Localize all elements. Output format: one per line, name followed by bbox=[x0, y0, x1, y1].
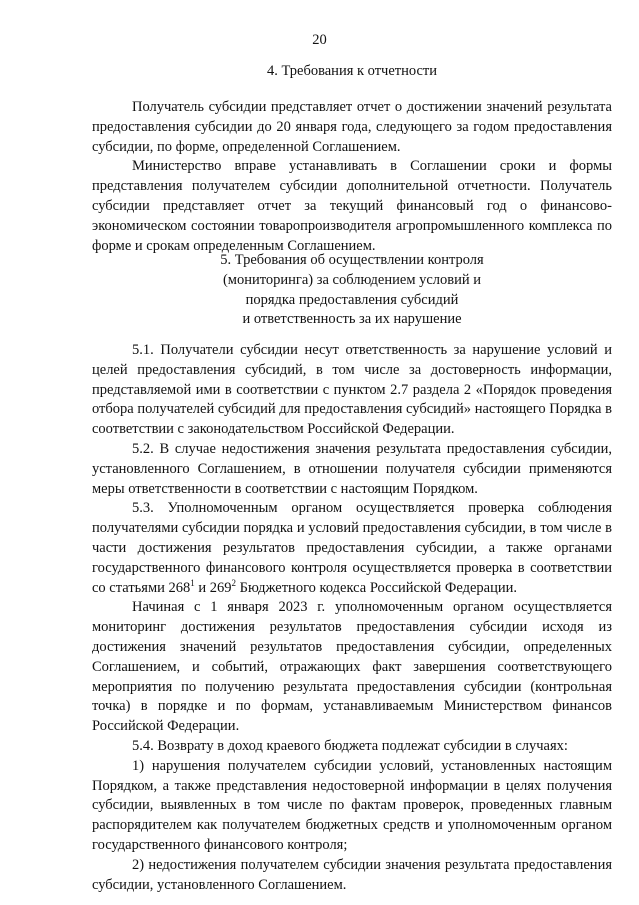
heading-line: порядка предоставления субсидий bbox=[245, 291, 459, 308]
paragraph-5-3 bbox=[92, 499, 612, 598]
text-segment: Бюджетного кодекса Российской Федерации. bbox=[236, 579, 518, 596]
paragraph: Министерство вправе устанавливать в Соглашении сроки и формы представления получателем субсидии дополнительной отчетности. Получатель субсидии представляет отчет за текущий финансовый год о финансово-экономическом состоянии товаропроизводителя агропромышленного комплекса по форме и срокам определенным Соглашением. bbox=[92, 158, 612, 254]
paragraph-5-4: 5.4. Возврату в доход краевого бюджета подлежат субсидии в случаях: bbox=[132, 737, 568, 754]
text-segment: и 269 bbox=[194, 579, 232, 596]
section-4-heading bbox=[92, 62, 612, 82]
section-4-title: 4. Требования к отчетности bbox=[266, 63, 438, 79]
heading-line: и ответственность за их нарушение bbox=[242, 311, 462, 328]
superscript: 2 bbox=[231, 577, 237, 588]
paragraph-5-1: 5.1. Получатели субсидии несут ответственность за нарушение условий и целей предоставления субсидий, в том числе за достоверность информации, представляемой ими в соответствии с пунктом 2.7 раздела 2 «Порядок проведения отбора получателей субсидий для предоставления субсидий» настоящего Порядка в соответствии с законодательством Российской Федерации. bbox=[92, 342, 612, 438]
list-item-2: 2) недостижения получателем субсидии значения результата предоставления субсидии, установленного Соглашением. bbox=[92, 856, 612, 893]
section-5-heading bbox=[92, 251, 612, 330]
paragraph-monitoring: Начиная с 1 января 2023 г. уполномоченным органом осуществляется мониторинг достижения результатов предоставления субсидии исходя из достижения значений результатов предоставления субсидии, определенных Соглашением, и событий, отражающих факт завершения соответствующего мероприятия по получению результата предоставления субсидии (контрольная точка) в порядке и по формам, устанавливаемым Министерством финансов Российской Федерации. bbox=[92, 599, 612, 735]
section-5-body bbox=[92, 341, 612, 895]
heading-line: 5. Требования об осуществлении контроля bbox=[220, 252, 484, 268]
list-item-1: 1) нарушения получателем субсидии условий, установленных настоящим Порядком, а также представления недостоверной информации в целях получения субсидии, выявленных в том числе по фактам проверок, проведенных главным распорядителем как получателем бюджетных средств и уполномоченным органом государственного финансового контроля; bbox=[92, 757, 612, 853]
page-number: 20 bbox=[312, 32, 327, 48]
heading-line: (мониторинга) за соблюдением условий и bbox=[222, 271, 482, 288]
paragraph: Получатель субсидии представляет отчет о достижении значений результата предоставления субсидии до 20 января года, следующего за годом предоставления субсидии, по форме, определенной Соглашением. bbox=[92, 99, 612, 155]
superscript: 1 bbox=[190, 577, 195, 588]
section-4-body bbox=[92, 98, 612, 256]
text-segment: 5.3. Уполномоченным органом осуществляется проверка соблюдения получателями субсидии порядка и условий предоставления субсидии, в том числе в части достижения результатов предоставления субсидии, а также органами государственного финансового контроля осуществляется проверка в соответствии со статьями 268 bbox=[92, 500, 612, 596]
paragraph-5-2: 5.2. В случае недостижения значения результата предоставления субсидии, установленного Соглашением, в отношении получателя субсидии применяются меры ответственности в соответствии с настоящим Порядком. bbox=[92, 440, 612, 497]
